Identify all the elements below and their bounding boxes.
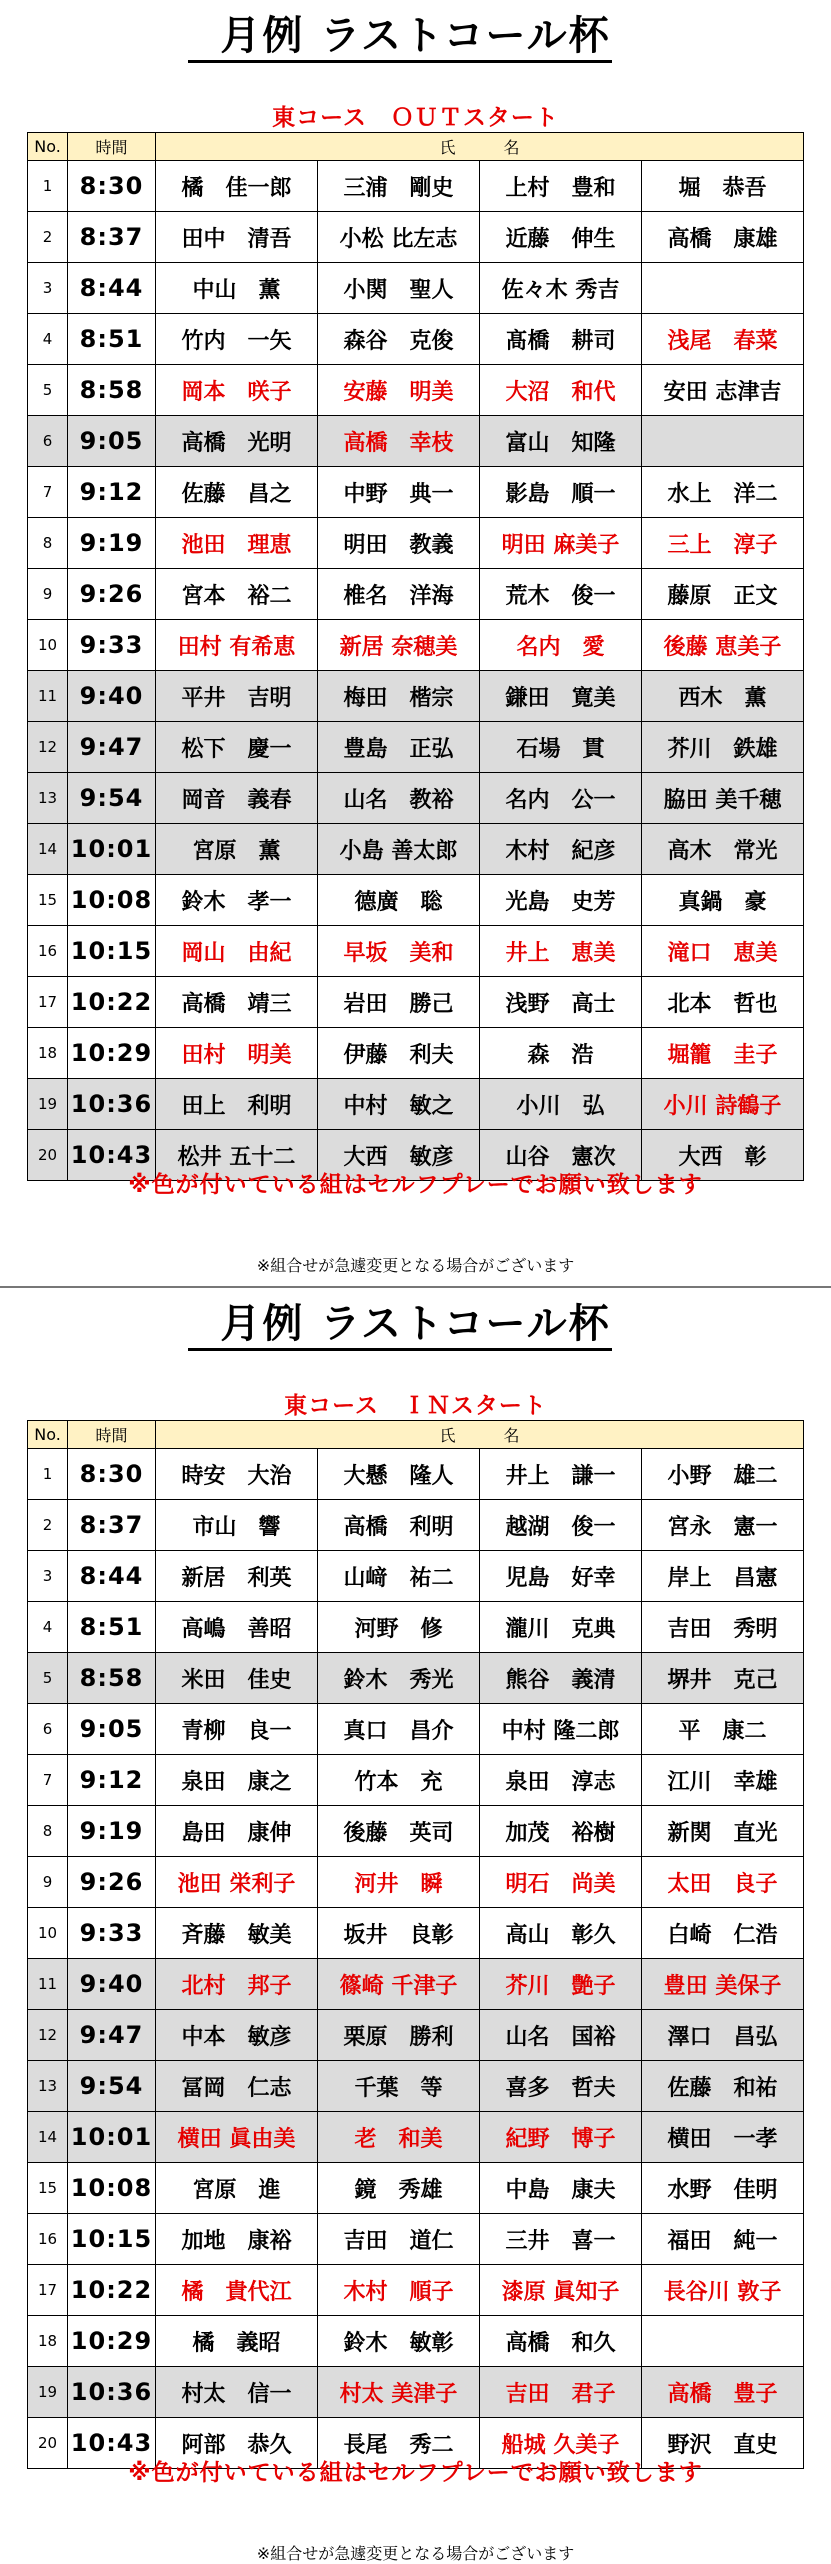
player-name: 橘 佳一郎 (156, 161, 318, 212)
player-name: 小野 雄二 (642, 1449, 804, 1500)
player-name: 吉田 道仁 (318, 2214, 480, 2265)
tee-time: 8:30 (68, 161, 156, 212)
group-number: 12 (28, 722, 68, 773)
section-in (0, 1288, 831, 2563)
player-name: 浅尾 春菜 (642, 314, 804, 365)
player-name: 老 和美 (318, 2112, 480, 2163)
player-name: 森谷 克俊 (318, 314, 480, 365)
player-name: 大懸 隆人 (318, 1449, 480, 1500)
player-name: 真口 昌介 (318, 1704, 480, 1755)
player-name: 早坂 美和 (318, 926, 480, 977)
group-number: 7 (28, 467, 68, 518)
group-number: 6 (28, 416, 68, 467)
player-name: 井上 恵美 (480, 926, 642, 977)
table-row (28, 212, 804, 263)
table-row (28, 2112, 804, 2163)
tee-time: 9:54 (68, 2061, 156, 2112)
group-number: 5 (28, 1653, 68, 1704)
course-subtitle: 東コース ＯＵＴスタート (272, 105, 559, 131)
header-no: No. (28, 133, 68, 161)
group-number: 16 (28, 2214, 68, 2265)
player-name: 宮本 裕二 (156, 569, 318, 620)
player-name: 佐藤 和祐 (642, 2061, 804, 2112)
table-row (28, 824, 804, 875)
player-name: 新居 奈穂美 (318, 620, 480, 671)
table-row (28, 875, 804, 926)
player-name: 高木 常光 (642, 824, 804, 875)
player-name: 岩田 勝己 (318, 977, 480, 1028)
player-name: 山名 教裕 (318, 773, 480, 824)
group-number: 2 (28, 1500, 68, 1551)
tee-time: 9:33 (68, 620, 156, 671)
player-name: 鈴木 孝一 (156, 875, 318, 926)
player-name: 石場 貫 (480, 722, 642, 773)
group-number: 19 (28, 1079, 68, 1130)
player-name: 堺井 克己 (642, 1653, 804, 1704)
group-number: 20 (28, 2418, 68, 2469)
player-name: 紀野 博子 (480, 2112, 642, 2163)
table-row (28, 1857, 804, 1908)
header-names: 氏 名 (156, 133, 804, 161)
player-name: 新関 直光 (642, 1806, 804, 1857)
group-number: 18 (28, 2316, 68, 2367)
player-name: 水野 佳明 (642, 2163, 804, 2214)
player-name: 平 康二 (642, 1704, 804, 1755)
player-name: 光島 史芳 (480, 875, 642, 926)
player-name: 中村 隆二郎 (480, 1704, 642, 1755)
player-name: 西木 薫 (642, 671, 804, 722)
table-row (28, 518, 804, 569)
tee-time: 8:51 (68, 1602, 156, 1653)
player-name: 島田 康伸 (156, 1806, 318, 1857)
tee-time: 8:37 (68, 212, 156, 263)
group-number: 11 (28, 1959, 68, 2010)
player-name: 水上 洋二 (642, 467, 804, 518)
player-name: 三井 喜一 (480, 2214, 642, 2265)
player-name: 栗原 勝利 (318, 2010, 480, 2061)
player-name: 岡本 咲子 (156, 365, 318, 416)
tee-time: 9:12 (68, 467, 156, 518)
player-name: 堀籠 圭子 (642, 1028, 804, 1079)
player-name: 白崎 仁浩 (642, 1908, 804, 1959)
table-row (28, 263, 804, 314)
player-name: 青柳 良一 (156, 1704, 318, 1755)
tee-time: 10:22 (68, 977, 156, 1028)
group-number: 4 (28, 1602, 68, 1653)
player-name: 高橋 靖三 (156, 977, 318, 1028)
self-play-note: ※色が付いている組はセルフプレーでお願い致します (128, 2460, 703, 2486)
table-row (28, 1806, 804, 1857)
table-row (28, 2010, 804, 2061)
player-name (642, 263, 804, 314)
player-name: 松井 五十二 (156, 1130, 318, 1181)
player-name: 米田 佳史 (156, 1653, 318, 1704)
player-name: 竹内 一矢 (156, 314, 318, 365)
group-number: 20 (28, 1130, 68, 1181)
player-name: 田中 清吾 (156, 212, 318, 263)
header-time: 時間 (68, 133, 156, 161)
player-name: 村太 美津子 (318, 2367, 480, 2418)
group-number: 9 (28, 1857, 68, 1908)
group-number: 1 (28, 161, 68, 212)
group-number: 15 (28, 2163, 68, 2214)
player-name: 鏡 秀雄 (318, 2163, 480, 2214)
header-time: 時間 (68, 1421, 156, 1449)
header-names: 氏 名 (156, 1421, 804, 1449)
tee-time: 10:08 (68, 875, 156, 926)
player-name: 船城 久美子 (480, 2418, 642, 2469)
tee-time: 10:01 (68, 824, 156, 875)
group-number: 13 (28, 2061, 68, 2112)
player-name: 橘 義昭 (156, 2316, 318, 2367)
player-name: 中本 敏彦 (156, 2010, 318, 2061)
player-name: 吉田 君子 (480, 2367, 642, 2418)
tee-time: 9:19 (68, 1806, 156, 1857)
player-name: 小川 詩鶴子 (642, 1079, 804, 1130)
table-row (28, 926, 804, 977)
player-name: 吉田 秀明 (642, 1602, 804, 1653)
player-name: 名内 愛 (480, 620, 642, 671)
player-name: 篠崎 千津子 (318, 1959, 480, 2010)
tee-time: 8:30 (68, 1449, 156, 1500)
player-name: 児島 好幸 (480, 1551, 642, 1602)
player-name: 安藤 明美 (318, 365, 480, 416)
player-name: 喜多 哲夫 (480, 2061, 642, 2112)
player-name: 鈴木 秀光 (318, 1653, 480, 1704)
player-name: 豊島 正弘 (318, 722, 480, 773)
tee-time: 9:40 (68, 671, 156, 722)
player-name: 松下 慶一 (156, 722, 318, 773)
tee-time-table (27, 132, 804, 1181)
player-name: 小松 比左志 (318, 212, 480, 263)
course-subtitle: 東コース ＩＮスタート (284, 1393, 547, 1419)
tee-time: 10:08 (68, 2163, 156, 2214)
player-name: 佐藤 昌之 (156, 467, 318, 518)
table-row (28, 620, 804, 671)
table-row (28, 2163, 804, 2214)
player-name: 芥川 艶子 (480, 1959, 642, 2010)
group-number: 11 (28, 671, 68, 722)
player-name: 宮原 進 (156, 2163, 318, 2214)
tee-time: 9:33 (68, 1908, 156, 1959)
player-name: 熊谷 義清 (480, 1653, 642, 1704)
player-name: 芥川 鉄雄 (642, 722, 804, 773)
player-name: 高橋 幸枝 (318, 416, 480, 467)
tee-time: 10:36 (68, 1079, 156, 1130)
group-number: 19 (28, 2367, 68, 2418)
group-number: 5 (28, 365, 68, 416)
player-name: 高橋 利明 (318, 1500, 480, 1551)
group-number: 3 (28, 263, 68, 314)
player-name: 斉藤 敏美 (156, 1908, 318, 1959)
table-row (28, 1449, 804, 1500)
player-name: 近藤 伸生 (480, 212, 642, 263)
table-row (28, 1500, 804, 1551)
table-row (28, 1704, 804, 1755)
player-name: 佐々木 秀吉 (480, 263, 642, 314)
tee-time: 8:44 (68, 1551, 156, 1602)
table-row (28, 1602, 804, 1653)
title-underline (188, 60, 612, 63)
player-name: 田村 明美 (156, 1028, 318, 1079)
player-name: 高嶋 善昭 (156, 1602, 318, 1653)
player-name: 中野 典一 (318, 467, 480, 518)
tee-time: 10:01 (68, 2112, 156, 2163)
player-name: 澤口 昌弘 (642, 2010, 804, 2061)
player-name: 加地 康裕 (156, 2214, 318, 2265)
player-name: 山﨑 祐二 (318, 1551, 480, 1602)
group-number: 14 (28, 2112, 68, 2163)
group-number: 14 (28, 824, 68, 875)
table-row (28, 1653, 804, 1704)
tee-time: 10:43 (68, 1130, 156, 1181)
tee-time: 9:26 (68, 569, 156, 620)
player-name: 高橋 康雄 (642, 212, 804, 263)
group-number: 17 (28, 977, 68, 1028)
player-name: 江川 幸雄 (642, 1755, 804, 1806)
player-name: 新居 利英 (156, 1551, 318, 1602)
player-name: 小関 聖人 (318, 263, 480, 314)
player-name: 鎌田 寛美 (480, 671, 642, 722)
player-name: 高橋 豊子 (642, 2367, 804, 2418)
player-name: 河野 修 (318, 1602, 480, 1653)
tee-time: 8:51 (68, 314, 156, 365)
table-row (28, 1959, 804, 2010)
player-name: 浅野 高士 (480, 977, 642, 1028)
player-name: 河井 瞬 (318, 1857, 480, 1908)
player-name: 髙橋 耕司 (480, 314, 642, 365)
player-name: 長尾 秀二 (318, 2418, 480, 2469)
player-name: 平井 吉明 (156, 671, 318, 722)
title-underline (188, 1348, 612, 1351)
player-name: 北村 邦子 (156, 1959, 318, 2010)
player-name: 竹本 充 (318, 1755, 480, 1806)
player-name: 明石 尚美 (480, 1857, 642, 1908)
table-row (28, 569, 804, 620)
player-name: 井上 謙一 (480, 1449, 642, 1500)
table-row (28, 1079, 804, 1130)
player-name: 名内 公一 (480, 773, 642, 824)
player-name: 長谷川 敦子 (642, 2265, 804, 2316)
player-name: 滝口 恵美 (642, 926, 804, 977)
player-name: 高橋 光明 (156, 416, 318, 467)
tee-time: 9:05 (68, 1704, 156, 1755)
group-number: 3 (28, 1551, 68, 1602)
tee-time: 9:26 (68, 1857, 156, 1908)
tee-time: 8:44 (68, 263, 156, 314)
group-number: 10 (28, 1908, 68, 1959)
table-row (28, 2316, 804, 2367)
table-row (28, 416, 804, 467)
tee-time: 9:19 (68, 518, 156, 569)
page-title: 月例 ラストコール杯 (220, 13, 611, 59)
player-name: 小川 弘 (480, 1079, 642, 1130)
player-name: 中島 康夫 (480, 2163, 642, 2214)
player-name: 三上 淳子 (642, 518, 804, 569)
player-name: 越湖 俊一 (480, 1500, 642, 1551)
tee-time: 10:22 (68, 2265, 156, 2316)
group-number: 15 (28, 875, 68, 926)
group-number: 12 (28, 2010, 68, 2061)
group-number: 1 (28, 1449, 68, 1500)
player-name: 後藤 恵美子 (642, 620, 804, 671)
tee-time: 10:43 (68, 2418, 156, 2469)
player-name: 北本 哲也 (642, 977, 804, 1028)
group-number: 8 (28, 518, 68, 569)
table-row (28, 1028, 804, 1079)
player-name: 池田 栄利子 (156, 1857, 318, 1908)
tee-time: 9:12 (68, 1755, 156, 1806)
player-name: 大西 彰 (642, 1130, 804, 1181)
player-name: 坂井 良彰 (318, 1908, 480, 1959)
player-name: 野沢 直史 (642, 2418, 804, 2469)
player-name: 藤原 正文 (642, 569, 804, 620)
group-number: 16 (28, 926, 68, 977)
table-row (28, 2061, 804, 2112)
tee-time: 10:36 (68, 2367, 156, 2418)
table-row (28, 467, 804, 518)
player-name: 岸上 昌憲 (642, 1551, 804, 1602)
player-name: 岡音 義春 (156, 773, 318, 824)
change-note: ※組合せが急遽変更となる場合がございます (256, 1256, 575, 1275)
player-name: 田上 利明 (156, 1079, 318, 1130)
tee-time: 9:47 (68, 2010, 156, 2061)
group-number: 6 (28, 1704, 68, 1755)
player-name: 脇田 美千穂 (642, 773, 804, 824)
player-name: 千葉 等 (318, 2061, 480, 2112)
player-name: 田村 有希恵 (156, 620, 318, 671)
table-row (28, 2214, 804, 2265)
player-name: 宮原 薫 (156, 824, 318, 875)
table-row (28, 773, 804, 824)
group-number: 9 (28, 569, 68, 620)
player-name: 大西 敏彦 (318, 1130, 480, 1181)
player-name: 中山 薫 (156, 263, 318, 314)
player-name: 德廣 聡 (318, 875, 480, 926)
table-row (28, 671, 804, 722)
player-name: 高山 彰久 (480, 1908, 642, 1959)
player-name: 池田 理恵 (156, 518, 318, 569)
group-number: 7 (28, 1755, 68, 1806)
player-name: 上村 豊和 (480, 161, 642, 212)
player-name: 真鍋 豪 (642, 875, 804, 926)
group-number: 2 (28, 212, 68, 263)
player-name: 時安 大治 (156, 1449, 318, 1500)
player-name: 市山 響 (156, 1500, 318, 1551)
player-name: 高橋 和久 (480, 2316, 642, 2367)
table-row (28, 2265, 804, 2316)
tee-time-table (27, 1420, 804, 2469)
tee-time: 8:58 (68, 365, 156, 416)
tee-time: 10:29 (68, 1028, 156, 1079)
player-name: 荒木 俊一 (480, 569, 642, 620)
player-name: 太田 良子 (642, 1857, 804, 1908)
tee-time: 10:15 (68, 2214, 156, 2265)
player-name: 橘 貴代江 (156, 2265, 318, 2316)
player-name: 森 浩 (480, 1028, 642, 1079)
table-row (28, 2367, 804, 2418)
player-name: 宮永 憲一 (642, 1500, 804, 1551)
player-name: 阿部 恭久 (156, 2418, 318, 2469)
self-play-note: ※色が付いている組はセルフプレーでお願い致します (128, 1172, 703, 1198)
player-name: 木村 順子 (318, 2265, 480, 2316)
player-name: 福田 純一 (642, 2214, 804, 2265)
player-name (642, 2316, 804, 2367)
player-name: 安田 志津吉 (642, 365, 804, 416)
player-name: 加茂 裕樹 (480, 1806, 642, 1857)
player-name: 後藤 英司 (318, 1806, 480, 1857)
tee-time: 9:47 (68, 722, 156, 773)
player-name: 瀧川 克典 (480, 1602, 642, 1653)
group-number: 18 (28, 1028, 68, 1079)
player-name: 岡山 由紀 (156, 926, 318, 977)
tee-time: 9:40 (68, 1959, 156, 2010)
player-name: 泉田 淳志 (480, 1755, 642, 1806)
group-number: 4 (28, 314, 68, 365)
group-number: 8 (28, 1806, 68, 1857)
player-name: 山名 国裕 (480, 2010, 642, 2061)
table-row (28, 365, 804, 416)
player-name: 泉田 康之 (156, 1755, 318, 1806)
table-row (28, 1551, 804, 1602)
table-row (28, 977, 804, 1028)
player-name: 椎名 洋海 (318, 569, 480, 620)
page-title: 月例 ラストコール杯 (220, 1301, 611, 1347)
group-number: 13 (28, 773, 68, 824)
player-name: 豊田 美保子 (642, 1959, 804, 2010)
player-name: 大沼 和代 (480, 365, 642, 416)
player-name: 伊藤 利夫 (318, 1028, 480, 1079)
tee-time: 9:05 (68, 416, 156, 467)
player-name: 木村 紀彦 (480, 824, 642, 875)
player-name: 漆原 眞知子 (480, 2265, 642, 2316)
player-name: 冨岡 仁志 (156, 2061, 318, 2112)
player-name: 中村 敏之 (318, 1079, 480, 1130)
table-row (28, 161, 804, 212)
player-name: 村太 信一 (156, 2367, 318, 2418)
player-name: 梅田 楷宗 (318, 671, 480, 722)
tee-time: 8:37 (68, 1500, 156, 1551)
group-number: 10 (28, 620, 68, 671)
header-no: No. (28, 1421, 68, 1449)
player-name (642, 416, 804, 467)
player-name: 鈴木 敏彰 (318, 2316, 480, 2367)
change-note: ※組合せが急遽変更となる場合がございます (256, 2544, 575, 2563)
player-name: 富山 知隆 (480, 416, 642, 467)
player-name: 明田 麻美子 (480, 518, 642, 569)
player-name: 横田 眞由美 (156, 2112, 318, 2163)
tee-time: 9:54 (68, 773, 156, 824)
player-name: 堀 恭吾 (642, 161, 804, 212)
player-name: 影島 順一 (480, 467, 642, 518)
tee-time: 10:29 (68, 2316, 156, 2367)
player-name: 三浦 剛史 (318, 161, 480, 212)
tee-time: 8:58 (68, 1653, 156, 1704)
table-row (28, 1908, 804, 1959)
player-name: 山谷 憲次 (480, 1130, 642, 1181)
player-name: 小島 善太郎 (318, 824, 480, 875)
table-row (28, 314, 804, 365)
player-name: 明田 教義 (318, 518, 480, 569)
player-name: 横田 一孝 (642, 2112, 804, 2163)
table-row (28, 1755, 804, 1806)
table-row (28, 722, 804, 773)
tee-time: 10:15 (68, 926, 156, 977)
group-number: 17 (28, 2265, 68, 2316)
